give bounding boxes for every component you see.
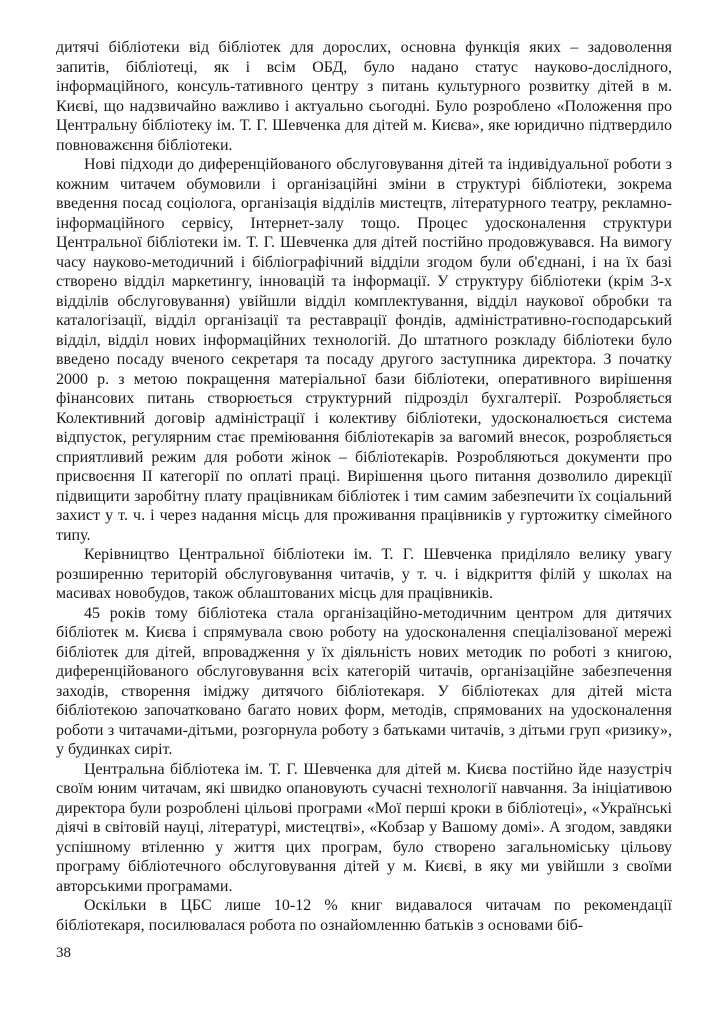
page-number: 38 [56, 945, 71, 961]
document-page [56, 38, 672, 935]
paragraph-4: 45 років тому бібліотека стала організаційно-методичним центром для дитячих бібліотек м. Києва і спрямувала свою роботу на удосконалення спеціалізованої мережі бібліотек для дітей, впровадження у їх діяльність нових методик по роботі з книгою, диференційованого обслуговування всіх категорій читачів, організаційне забезпечення заходів, створення іміджу дитячого бібліотекаря. У бібліотеках для дітей міста бібліотекою започатковано багато нових форм, методів, спрямованих на удосконалення роботи з читачами-дітьми, розгорнула роботу з батьками читачів, з дітьми груп «ризику», у будинках сиріт. [56, 604, 672, 758]
paragraph-5: Центральна бібліотека ім. Т. Г. Шевченка для дітей м. Києва постійно йде назустріч своїм юним читачам, які швидко опановують сучасні технології навчання. За ініціативою директора були розроблені цільові програми «Мої перші кроки в бібліотеці», «Українські діячі в світовій науці, літературі, мистецтві», «Кобзар у Вашому домі». А згодом, завдяки успішному втіленню у життя цих програм, було створено загальноміську цільову програму бібліотечного обслуговування дітей у м. Києві, в яку ми увійшли з своїми авторськими програмами. [56, 760, 672, 895]
paragraph-2: Нові підходи до диференційованого обслуговування дітей та індивідуальної роботи з кожним читачем обумовили і організаційні зміни в структурі бібліотеки, зокрема введення посад соціолога, організація відділів мистецтв, літературного театру, рекламно-інформаційного сервісу, Інтернет-залу тощо. Процес удосконалення структури Центральної бібліотеки ім. Т. Г. Шевченка для дітей постійно продовжувався. На вимогу часу науково-методичний і бібліографічний відділи згодом були об'єднані, і на їх базі створено відділ маркетингу, інновацій та інформації. У структуру бібліотеки (крім 3-х відділів обслуговування) увійшли відділ комплектування, відділ наукової обробки та каталогізації, відділ організації та реставрації фондів, адміністративно-господарський відділ, відділ нових інформаційних технологій. До штатного розкладу бібліотеки було введено посаду вченого секретаря та посаду другого заступника директора. З початку 2000 р. з метою покращення матеріальної бази бібліотеки, оперативного вирішення фінансових питань створюється структурний підрозділ бухгалтерії. Розробляється Колективний договір адміністрації і колективу бібліотеки, удосконалюється система відпусток, регулярним стає преміювання бібліотекарів за вагомий внесок, розробляється сприятливий режим для роботи жінок – бібліотекарів. Розробляються документи про присвоєння ІІ категорії по оплаті праці. Вирішення цього питання дозволило дирекції підвищити заробітну плату працівникам бібліотек і тим самим забезпечити їх соціальний захист у т. ч. і через надання місць для проживання працівників у гуртожитку сімейного типу. [56, 156, 672, 544]
paragraph-1: дитячі бібліотеки від бібліотек для дорослих, основна функція яких – задоволення запитів, бібліотеці, як і всім ОБД, було надано статус науково-дослідного, інформаційного, консуль-тативного центру з питань культурного розвитку дітей в м. Києві, що надзвичайно важливо і актуально сьогодні. Було розроблено «Положення про Центральну бібліотеку ім. Т. Г. Шевченка для дітей м. Києва», яке юридично підтвердило повноважєння бібліотеки. [56, 39, 672, 154]
paragraph-3: Керівництво Центральної бібліотеки ім. Т. Г. Шевченка приділяло велику увагу розширенню територій обслуговування читачів, у т. ч. і відкриття філій у школах на масивах новобудов, також облаштованих місць для працівників. [56, 546, 672, 602]
paragraph-6: Оскільки в ЦБС лише 10-12 % книг видавалося читачам по рекомендації бібліотекаря, посилювалася робота по ознайомленню батьків з основами біб- [56, 897, 672, 934]
